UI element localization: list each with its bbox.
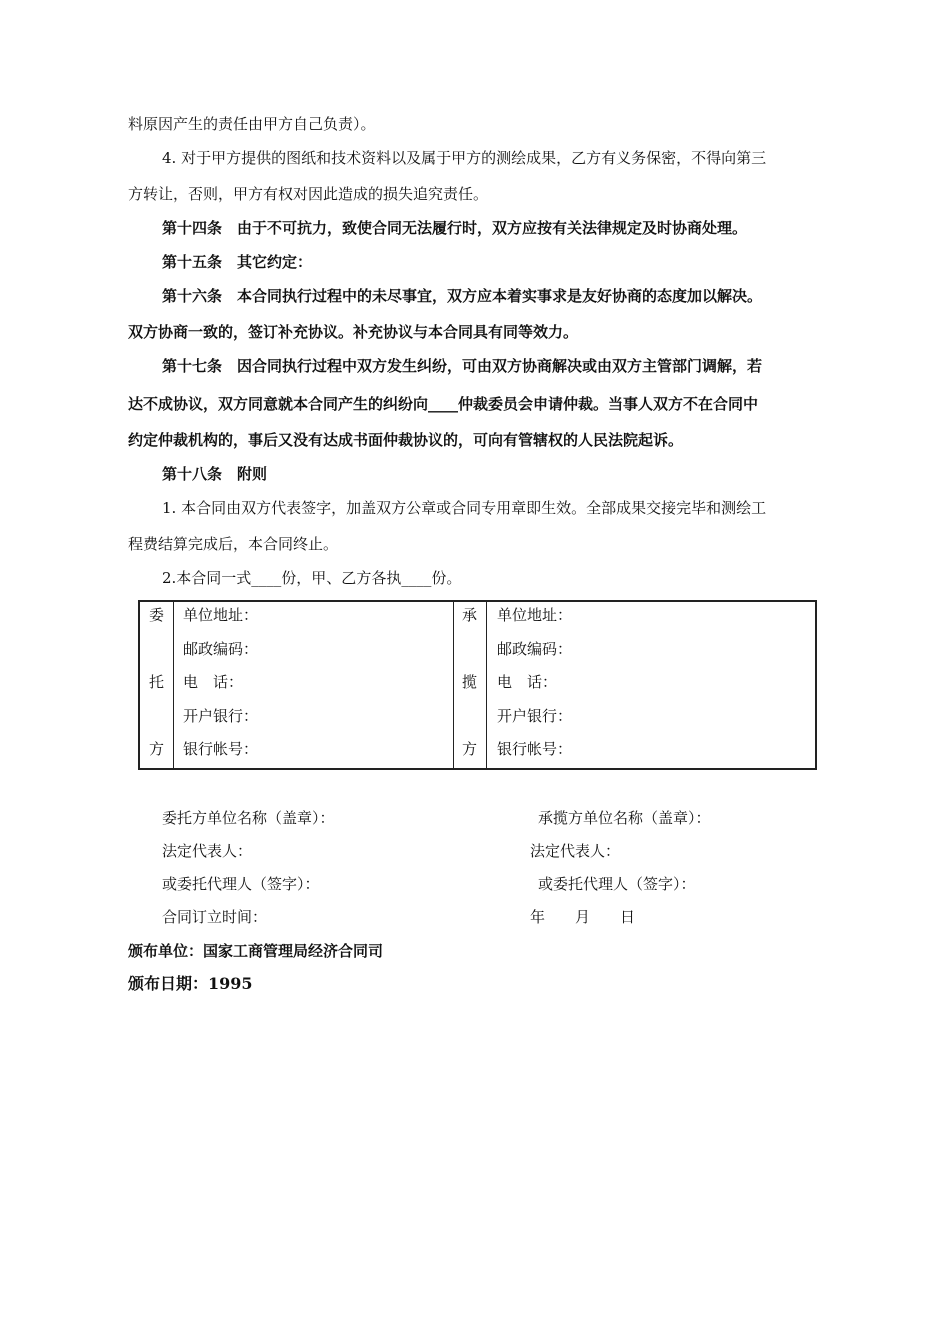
article-17-line-2: 达不成协议，双方同意就本合同产生的纠纷向____仲裁委员会申请仲裁。当事人双方不在合同中: [128, 395, 759, 413]
client-agent-label: 或委托代理人（签字）：: [162, 875, 320, 893]
clause-4-line-2: 方转让，否则，甲方有权对因此造成的损失追究责任。: [128, 185, 489, 203]
client-rep-label: 法定代表人：: [162, 842, 253, 860]
article-18-item-1-line-2: 程费结算完成后，本合同终止。: [128, 535, 339, 553]
right-party-char: 揽: [462, 673, 478, 691]
article-14: 第十四条 由于不可抗力，致使合同无法履行时，双方应按有关法律规定及时协商处理。: [162, 219, 748, 237]
contractor-name-label: 承揽方单位名称（盖章）：: [538, 809, 711, 827]
contractor-rep-label: 法定代表人：: [530, 842, 621, 860]
article-17-line-3: 约定仲裁机构的，事后又没有达成书面仲裁协议的，可向有管辖权的人民法院起诉。: [128, 431, 684, 449]
table-divider: [486, 602, 487, 768]
article-18: 第十八条 附则: [162, 465, 268, 483]
article-18-item-1-line-1: 1. 本合同由双方代表签字，加盖双方公章或合同专用章即生效。全部成果交接完毕和测绘工: [162, 499, 767, 517]
client-name-label: 委托方单位名称（盖章）：: [162, 809, 335, 827]
table-divider: [453, 602, 454, 768]
article-17-line-1: 第十七条 因合同执行过程中双方发生纠纷，可由双方协商解决或由双方主管部门调解，若: [162, 357, 763, 375]
contractor-agent-label: 或委托代理人（签字）：: [538, 875, 696, 893]
right-party-char: 承: [462, 606, 478, 624]
contract-date-fields: 年 月 日: [530, 908, 636, 926]
contract-date-label: 合同订立时间：: [162, 908, 268, 926]
right-party-char: 方: [462, 740, 478, 758]
right-postcode-label: 邮政编码：: [497, 640, 573, 658]
left-party-char: 委: [149, 606, 165, 624]
left-bank-label: 开户银行：: [183, 707, 259, 725]
paragraph-continuation: 料原因产生的责任由甲方自己负责）。: [128, 115, 376, 133]
right-account-label: 银行帐号：: [497, 740, 573, 758]
right-bank-label: 开户银行：: [497, 707, 573, 725]
article-16-line-1: 第十六条 本合同执行过程中的未尽事宜，双方应本着实事求是友好协商的态度加以解决。: [162, 287, 763, 305]
right-phone-label: 电 话：: [497, 673, 558, 691]
left-address-label: 单位地址：: [183, 606, 259, 624]
left-party-char: 方: [149, 740, 165, 758]
left-phone-label: 电 话：: [183, 673, 244, 691]
article-16-line-2: 双方协商一致的，签订补充协议。补充协议与本合同具有同等效力。: [128, 323, 579, 341]
table-divider: [173, 602, 174, 768]
right-address-label: 单位地址：: [497, 606, 573, 624]
left-account-label: 银行帐号：: [183, 740, 259, 758]
clause-4-line-1: 4. 对于甲方提供的图纸和技术资料以及属于甲方的测绘成果，乙方有义务保密，不得向第三: [162, 149, 767, 167]
article-15: 第十五条 其它约定：: [162, 253, 313, 271]
issuer: 颁布单位：国家工商管理局经济合同司: [128, 942, 384, 960]
left-postcode-label: 邮政编码：: [183, 640, 259, 658]
issue-date: 颁布日期：1995: [128, 974, 253, 993]
left-party-char: 托: [149, 673, 165, 691]
party-info-table: [138, 600, 817, 770]
article-18-item-2: 2.本合同一式____份，甲、乙方各执____份。: [162, 569, 462, 587]
